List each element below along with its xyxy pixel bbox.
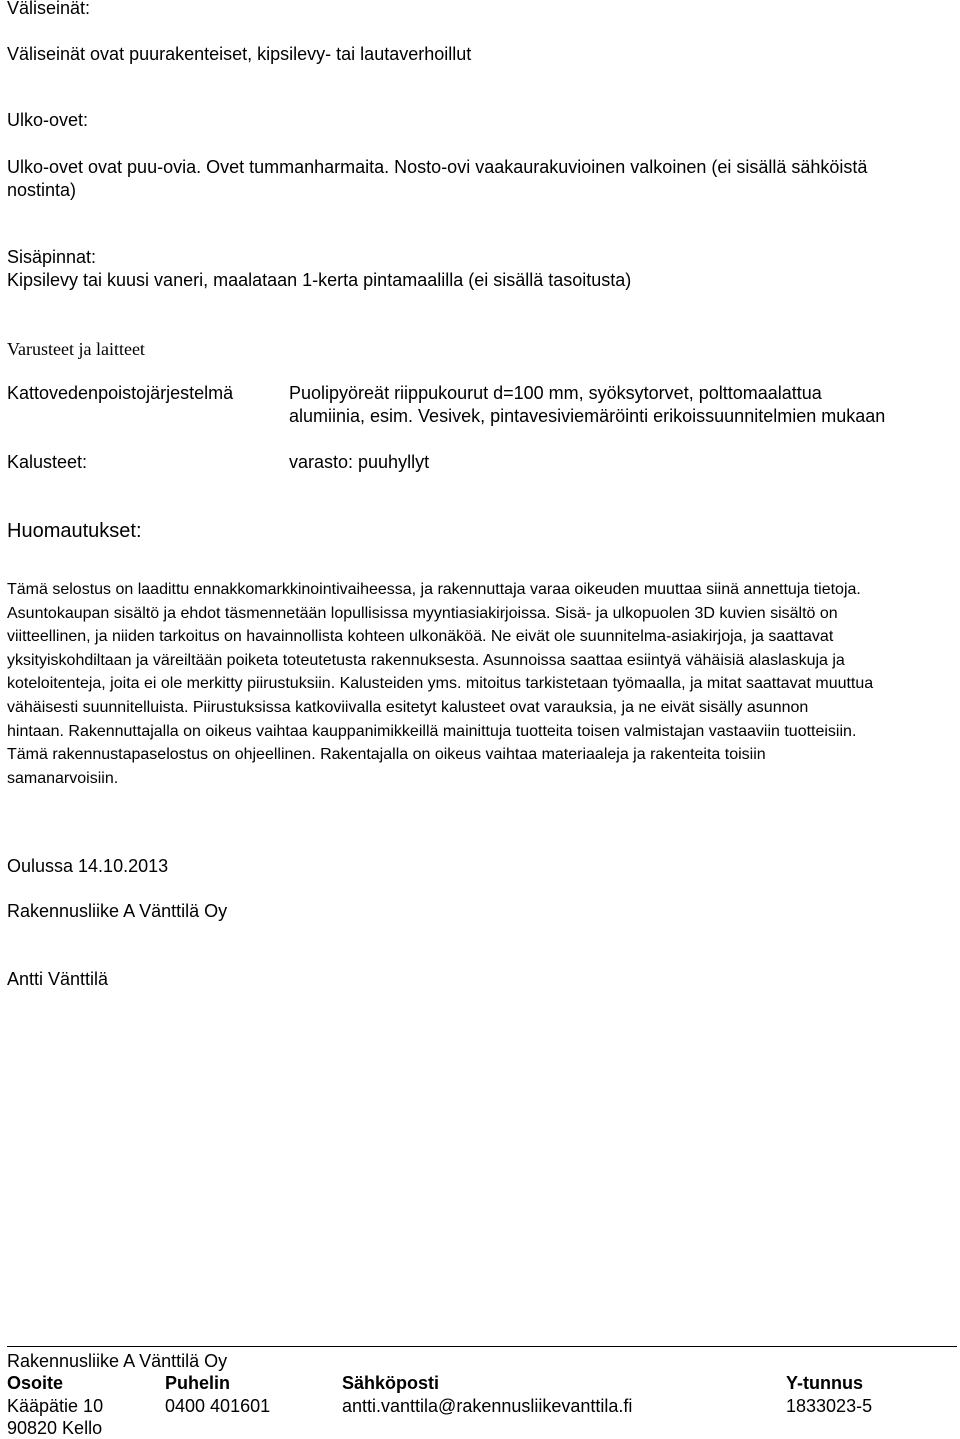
remarks-line: Tämä selostus on laadittu ennakkomarkkinointivaiheessa, ja rakennuttaja varaa oikeuden muuttaa siinä annettuja tietoja.: [7, 581, 861, 598]
footer-address-line1: Kääpätie 10: [7, 1396, 104, 1416]
surfaces-text: Kipsilevy tai kuusi vaneri, maalataan 1-kerta pintamaalilla (ei sisällä tasoitusta): [7, 270, 632, 290]
equipment-value-roof-drainage-line1: Puolipyöreät riippukourut d=100 mm, syöksytorvet, polttomaalattua: [289, 383, 822, 403]
equipment-value-roof-drainage-line2: alumiinia, esim. Vesivek, pintavesiviemäröinti erikoissuunnitelmien mukaan: [289, 406, 886, 426]
walls-text: Väliseinät ovat puurakenteiset, kipsilevy- tai lautaverhoillut: [7, 44, 472, 64]
footer-header-phone: Puhelin: [165, 1373, 231, 1393]
remarks-line: koteloitenteja, joita ei ole merkitty piirustuksiin. Kalusteiden yms. mitoitus tarkistetaan työmaalla, ja mitat saattavat muuttua: [7, 675, 874, 693]
remarks-line: samanarvoisiin.: [7, 769, 119, 787]
doors-text-line1: Ulko-ovet ovat puu-ovia. Ovet tummanharmaita. Nosto-ovi vaakaurakuvioinen valkoinen (ei sisällä sähköistä: [7, 157, 868, 177]
footer-divider: [7, 1346, 957, 1347]
walls-heading: Väliseinät:: [7, 0, 91, 18]
signature-company: Rakennusliike A Vänttilä Oy: [7, 901, 228, 921]
surfaces-heading: Sisäpinnat:: [7, 247, 97, 267]
footer-company: Rakennusliike A Vänttilä Oy: [7, 1351, 228, 1371]
remarks-line: yksityiskohdiltaan ja väreiltään poiketa toteutetusta rakennuksesta. Asunnoissa saattaa esiintyä vähäisiä alaslaskuja ja: [7, 651, 845, 669]
remarks-line: Tämä rakennustapaselostus on ohjeellinen. Rakentajalla on oikeus vaihtaa materiaaleja ja rakenteita toisiin: [7, 746, 766, 764]
remarks-line: Asuntokaupan sisältö ja ehdot täsmennetään lopullisissa myyntiasiakirjoissa. Sisä- ja ulkopuolen 3D kuvien sisältö on: [7, 604, 838, 622]
remarks-heading: Huomautukset:: [7, 520, 142, 542]
equipment-value-furniture: varasto: puuhyllyt: [289, 452, 430, 472]
remarks-paragraph: [7, 578, 957, 790]
doors-heading: Ulko-ovet:: [7, 110, 89, 130]
remarks-line: viitteellinen, ja niiden tarkoitus on havainnollista kohteen ulkonäköä. Ne eivät ole suunnitelma-asiakirjoja, ja saattavat: [7, 628, 834, 646]
equipment-label-roof-drainage: Kattovedenpoistojärjestelmä: [7, 383, 234, 403]
signature-place-date: Oulussa 14.10.2013: [7, 856, 169, 876]
footer-header-address: Osoite: [7, 1373, 64, 1393]
doors-text-line2: nostinta): [7, 180, 77, 200]
footer-header-email: Sähköposti: [342, 1373, 440, 1393]
footer-address-line2: 90820 Kello: [7, 1418, 103, 1438]
footer-email-link[interactable]: antti.vanttila@rakennusliikevanttila.fi: [342, 1396, 633, 1416]
footer-header-business-id: Y-tunnus: [786, 1373, 863, 1393]
equipment-label-furniture: Kalusteet:: [7, 452, 88, 472]
remarks-line: vähäisesti suunnitelluista. Piirustuksissa katkoviivalla esitetyt kalusteet ovat varauksia, ja ne eivät sisälly asunnon: [7, 698, 809, 716]
equipment-heading: Varusteet ja laitteet: [7, 339, 145, 359]
remarks-line: hintaan. Rakennuttajalla on oikeus vaihtaa kauppanimikkeillä mainittuja tuotteita toisen valmistajan vastaaviin tuotteisiin.: [7, 722, 857, 740]
footer-phone: 0400 401601: [165, 1396, 271, 1416]
signature-name: Antti Vänttilä: [7, 969, 109, 989]
footer-business-id: 1833023-5: [786, 1396, 873, 1416]
